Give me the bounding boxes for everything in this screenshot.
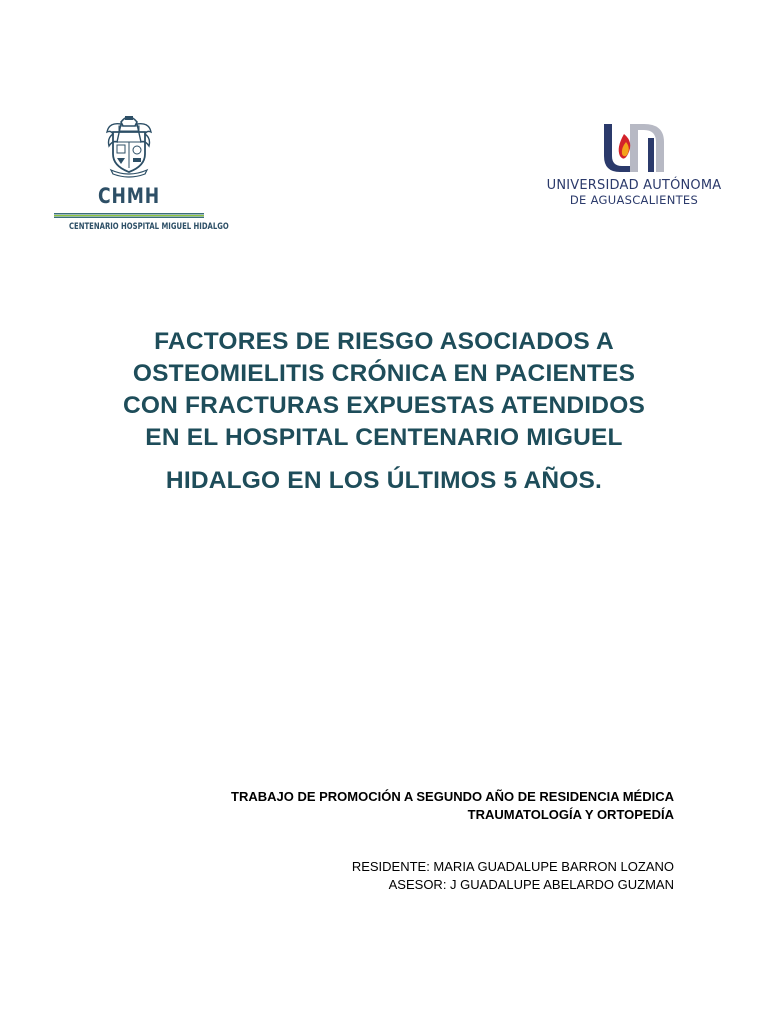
resident-name: RESIDENTE: MARIA GUADALUPE BARRON LOZANO — [351, 859, 674, 874]
uaa-name-line1: UNIVERSIDAD AUTÓNOMA — [546, 178, 722, 193]
work-type: TRABAJO DE PROMOCIÓN A SEGUNDO AÑO DE RESIDENCIA MÉDICA — [231, 789, 674, 804]
advisor-name: ASESOR: J GUADALUPE ABELARDO GUZMAN — [388, 877, 674, 892]
ua-flame-emblem-icon — [600, 120, 668, 176]
title-line-1: FACTORES DE RIESGO ASOCIADOS A — [154, 328, 614, 355]
title-line-2: OSTEOMIELITIS CRÓNICA EN PACIENTES — [132, 360, 636, 387]
coat-of-arms-seal-icon — [101, 112, 157, 178]
chmh-full-name: CENTENARIO HOSPITAL MIGUEL HIDALGO — [69, 222, 229, 232]
spacer — [114, 824, 674, 858]
document-title — [84, 326, 684, 497]
title-line-3: CON FRACTURAS EXPUESTAS ATENDIDOS — [122, 392, 646, 419]
uaa-name-line2: DE AGUASCALIENTES — [569, 193, 699, 207]
title-line-4: EN EL HOSPITAL CENTENARIO MIGUEL — [145, 424, 623, 451]
document-info — [114, 788, 674, 894]
chmh-logo — [54, 112, 229, 236]
specialty: TRAUMATOLOGÍA Y ORTOPEDÍA — [467, 807, 674, 822]
chmh-acronym: CHMH — [98, 184, 160, 208]
uaa-logo — [546, 120, 722, 208]
title-line-5: HIDALGO EN LOS ÚLTIMOS 5 AÑOS. — [165, 467, 603, 494]
chmh-stripe-divider — [54, 213, 204, 218]
